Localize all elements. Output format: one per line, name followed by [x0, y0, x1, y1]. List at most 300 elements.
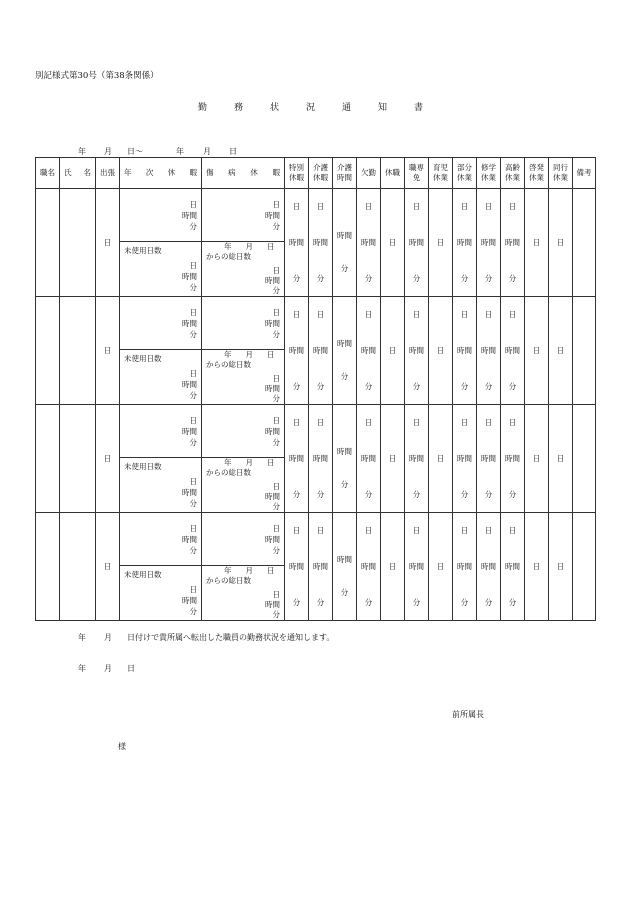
unit-minute: 分 — [508, 489, 517, 499]
unit-hour: 時間 — [481, 345, 496, 355]
unit-day: 日 — [292, 526, 301, 536]
annual-leave-used-cell[interactable] — [120, 405, 202, 458]
elderly-1: 高齢 — [505, 163, 520, 172]
partial-cell[interactable] — [453, 513, 477, 621]
since-year: 年 — [224, 566, 232, 575]
unit-day: 日 — [388, 562, 397, 571]
self-dev-cell[interactable] — [525, 405, 549, 513]
partial-cell[interactable] — [453, 297, 477, 405]
unit-minute: 分 — [272, 329, 280, 339]
unit-day: 日 — [292, 310, 301, 320]
unit-minute: 分 — [460, 489, 469, 499]
date-month: 月 — [104, 664, 112, 673]
name-cell[interactable] — [60, 513, 96, 621]
unit-minute: 分 — [460, 273, 469, 283]
unit-day: 日 — [316, 202, 325, 212]
header-leave-of-absence: 休職 — [381, 158, 405, 189]
unit-day: 日 — [272, 415, 280, 425]
partial-cell[interactable] — [453, 189, 477, 297]
sick-leave-used-cell[interactable] — [202, 189, 285, 242]
exemption-cell[interactable] — [405, 405, 429, 513]
unit-hour: 時間 — [182, 534, 197, 544]
header-special-leave — [285, 158, 309, 189]
record-row — [36, 405, 596, 458]
work-status-table — [35, 157, 596, 621]
sick-leave-total-cell[interactable] — [202, 566, 285, 621]
unit-hour: 時間 — [265, 276, 280, 285]
since-month: 月 — [245, 566, 253, 575]
unit-day: 日 — [103, 454, 112, 463]
unit-hour: 時間 — [361, 237, 376, 247]
unit-day: 日 — [484, 418, 493, 428]
care-time-cell[interactable] — [333, 297, 357, 405]
document-title: 勤 務 状 況 通 知 書 — [197, 103, 432, 113]
header-annual-leave — [120, 158, 202, 189]
unit-minute: 分 — [189, 221, 197, 231]
since-total-label: からの総日数 — [206, 252, 251, 261]
childcare-cell[interactable] — [429, 405, 453, 513]
care-leave-cell[interactable] — [309, 513, 333, 621]
name-cell[interactable] — [60, 405, 96, 513]
care-time-cell[interactable] — [333, 189, 357, 297]
childcare-cell[interactable] — [429, 513, 453, 621]
annual-leave-used-cell[interactable] — [120, 297, 202, 350]
annual-leave-unused-cell[interactable] — [120, 350, 202, 405]
annual-4: 暇 — [189, 168, 197, 177]
remarks-cell[interactable] — [573, 297, 596, 405]
header-partial — [453, 158, 477, 189]
unit-hour: 時間 — [313, 561, 328, 571]
unit-day: 日 — [460, 526, 469, 536]
unit-day: 日 — [508, 202, 517, 212]
period-day-2: 日 — [229, 147, 237, 156]
unit-minute: 分 — [316, 489, 325, 499]
unit-hour: 時間 — [409, 237, 424, 247]
unit-minute: 分 — [292, 381, 301, 391]
absence-cell[interactable] — [357, 297, 381, 405]
unit-minute: 分 — [508, 381, 517, 391]
study-cell[interactable] — [477, 297, 501, 405]
sick-leave-total-cell[interactable] — [202, 350, 285, 405]
unit-day: 日 — [532, 562, 541, 571]
unit-day: 日 — [412, 526, 421, 536]
special-1: 特別 — [289, 163, 304, 172]
unit-day: 日 — [412, 418, 421, 428]
special-leave-cell[interactable] — [285, 405, 309, 513]
form-id: 別記様式第30号（第38条関係） — [35, 71, 159, 81]
unit-minute: 分 — [364, 489, 373, 499]
unit-day: 日 — [532, 346, 541, 355]
leave-of-absence-cell[interactable] — [381, 297, 405, 405]
elderly-cell[interactable] — [501, 297, 525, 405]
since-day: 日 — [267, 566, 275, 575]
unit-minute: 分 — [484, 489, 493, 499]
since-total-label: からの総日数 — [206, 576, 251, 585]
unit-day: 日 — [388, 238, 397, 247]
unit-minute: 分 — [316, 381, 325, 391]
unit-minute: 分 — [272, 394, 280, 403]
annual-leave-unused-cell[interactable] — [120, 242, 202, 297]
sender-title: 前所属長 — [452, 710, 484, 719]
special-2: 休暇 — [289, 173, 304, 182]
period-year-2: 年 — [176, 147, 184, 156]
unit-minute: 分 — [316, 273, 325, 283]
unit-day: 日 — [388, 454, 397, 463]
unit-minute: 分 — [508, 597, 517, 607]
special-leave-cell[interactable] — [285, 189, 309, 297]
unit-minute: 分 — [189, 391, 197, 400]
header-sick-leave — [202, 158, 285, 189]
since-year: 年 — [224, 458, 232, 467]
unit-day: 日 — [272, 482, 280, 491]
partial-cell[interactable] — [453, 405, 477, 513]
date-year: 年 — [78, 664, 86, 673]
unit-hour: 時間 — [289, 561, 304, 571]
header-remarks: 備考 — [573, 158, 596, 189]
sick-4: 暇 — [272, 168, 280, 177]
sick-leave-total-cell[interactable] — [202, 242, 285, 297]
care-leave-cell[interactable] — [309, 189, 333, 297]
unit-day: 日 — [556, 454, 565, 463]
annual-2: 次 — [145, 168, 154, 177]
unit-hour: 時間 — [182, 488, 197, 497]
header-name — [60, 158, 96, 189]
unit-hour: 時間 — [409, 345, 424, 355]
elderly-2: 休業 — [505, 173, 520, 182]
period-day-1: 日〜 — [127, 147, 143, 156]
accompany-cell[interactable] — [549, 297, 573, 405]
elderly-cell[interactable] — [501, 513, 525, 621]
unit-day: 日 — [103, 238, 112, 247]
sick-leave-used-cell[interactable] — [202, 297, 285, 350]
unit-day: 日 — [364, 418, 373, 428]
unit-day: 日 — [189, 523, 197, 533]
remarks-cell[interactable] — [573, 513, 596, 621]
since-month: 月 — [245, 458, 253, 467]
unit-day: 日 — [484, 310, 493, 320]
unit-day: 日 — [556, 346, 565, 355]
unit-day: 日 — [364, 202, 373, 212]
unit-minute: 分 — [189, 283, 197, 292]
care-time-cell[interactable] — [333, 513, 357, 621]
sick-leave-total-cell[interactable] — [202, 458, 285, 513]
accompany-2: 休業 — [553, 173, 568, 182]
absence-cell[interactable] — [357, 405, 381, 513]
addressee-suffix: 様 — [118, 742, 126, 751]
post-cell[interactable] — [36, 189, 60, 297]
notice-year: 年 — [78, 633, 86, 642]
childcare-cell[interactable] — [429, 297, 453, 405]
unit-hour: 時間 — [457, 345, 472, 355]
unit-hour: 時間 — [457, 237, 472, 247]
business-trip-cell[interactable] — [96, 405, 120, 513]
period-month-2: 月 — [203, 147, 211, 156]
unit-minute: 分 — [272, 610, 280, 619]
childcare-1: 育児 — [433, 163, 448, 172]
unit-hour: 時間 — [409, 453, 424, 463]
unit-day: 日 — [189, 307, 197, 317]
since-day: 日 — [267, 350, 275, 359]
header-name-2: 名 — [83, 168, 91, 177]
unit-minute: 分 — [508, 273, 517, 283]
header-accompany — [549, 158, 573, 189]
leave-of-absence-cell[interactable] — [381, 405, 405, 513]
annual-leave-used-cell[interactable] — [120, 189, 202, 242]
header-study — [477, 158, 501, 189]
unit-minute: 分 — [412, 273, 421, 283]
unit-day: 日 — [532, 454, 541, 463]
unit-hour: 時間 — [265, 384, 280, 393]
header-care-leave — [309, 158, 333, 189]
since-month: 月 — [245, 350, 253, 359]
absence-cell[interactable] — [357, 189, 381, 297]
unit-minute: 分 — [292, 597, 301, 607]
remarks-cell[interactable] — [573, 189, 596, 297]
unit-day: 日 — [508, 310, 517, 320]
unit-day: 日 — [436, 238, 445, 247]
self-dev-cell[interactable] — [525, 189, 549, 297]
unit-hour: 時間 — [457, 453, 472, 463]
elderly-cell[interactable] — [501, 189, 525, 297]
post-cell[interactable] — [36, 513, 60, 621]
unit-minute: 分 — [189, 499, 197, 508]
name-cell[interactable] — [60, 189, 96, 297]
study-1: 修学 — [481, 163, 496, 172]
post-cell[interactable] — [36, 297, 60, 405]
exemption-cell[interactable] — [405, 189, 429, 297]
unit-day: 日 — [189, 369, 197, 378]
unit-day: 日 — [508, 526, 517, 536]
accompany-1: 同行 — [553, 163, 568, 172]
since-day: 日 — [267, 242, 275, 251]
unit-hour: 時間 — [265, 426, 280, 436]
unit-day: 日 — [460, 202, 469, 212]
unit-day: 日 — [508, 418, 517, 428]
special-leave-cell[interactable] — [285, 297, 309, 405]
remarks-cell[interactable] — [573, 405, 596, 513]
unit-minute: 分 — [340, 587, 349, 597]
header-self-dev — [525, 158, 549, 189]
annual-leave-unused-cell[interactable] — [120, 566, 202, 621]
unit-day: 日 — [412, 202, 421, 212]
unit-day: 日 — [460, 418, 469, 428]
accompany-cell[interactable] — [549, 405, 573, 513]
business-trip-cell[interactable] — [96, 513, 120, 621]
unit-minute: 分 — [272, 545, 280, 555]
care-time-2: 時間 — [337, 173, 352, 182]
leave-of-absence-cell[interactable] — [381, 189, 405, 297]
unit-day: 日 — [388, 346, 397, 355]
unit-minute: 分 — [292, 489, 301, 499]
date-day: 日 — [127, 664, 135, 673]
accompany-cell[interactable] — [549, 189, 573, 297]
self-dev-2: 休業 — [529, 173, 544, 182]
annual-leave-used-cell[interactable] — [120, 513, 202, 566]
unit-minute: 分 — [189, 329, 197, 339]
care-leave-cell[interactable] — [309, 297, 333, 405]
sick-1: 傷 — [206, 168, 214, 177]
business-trip-cell[interactable] — [96, 189, 120, 297]
unit-hour: 時間 — [361, 453, 376, 463]
unit-hour: 時間 — [505, 237, 520, 247]
partial-2: 休業 — [457, 173, 472, 182]
header-elderly — [501, 158, 525, 189]
self-dev-cell[interactable] — [525, 297, 549, 405]
care-time-1: 介護 — [337, 163, 352, 172]
sick-2: 病 — [228, 168, 236, 177]
self-dev-cell[interactable] — [525, 513, 549, 621]
unit-day: 日 — [316, 526, 325, 536]
unused-days-label: 未使用日数 — [124, 462, 162, 471]
unit-hour: 時間 — [265, 210, 280, 220]
name-cell[interactable] — [60, 297, 96, 405]
unit-day: 日 — [436, 562, 445, 571]
record-row — [36, 513, 596, 566]
unit-hour: 時間 — [457, 561, 472, 571]
unit-day: 日 — [556, 562, 565, 571]
since-day: 日 — [267, 458, 275, 467]
unit-day: 日 — [556, 238, 565, 247]
unit-hour: 時間 — [182, 272, 197, 281]
since-year: 年 — [224, 350, 232, 359]
header-exemption — [405, 158, 429, 189]
exemption-2: 免 — [412, 173, 421, 182]
care-leave-1: 介護 — [313, 163, 328, 172]
unit-day: 日 — [292, 418, 301, 428]
unit-hour: 時間 — [182, 318, 197, 328]
business-trip-cell[interactable] — [96, 297, 120, 405]
unit-day: 日 — [316, 310, 325, 320]
unit-hour: 時間 — [505, 453, 520, 463]
header-absence: 欠勤 — [357, 158, 381, 189]
exemption-cell[interactable] — [405, 297, 429, 405]
unit-hour: 時間 — [481, 561, 496, 571]
unit-day: 日 — [316, 418, 325, 428]
unit-day: 日 — [272, 374, 280, 383]
unit-hour: 時間 — [313, 237, 328, 247]
post-cell[interactable] — [36, 405, 60, 513]
since-year: 年 — [224, 242, 232, 251]
unit-hour: 時間 — [337, 446, 352, 456]
unit-day: 日 — [189, 477, 197, 486]
unit-minute: 分 — [412, 597, 421, 607]
unit-day: 日 — [532, 238, 541, 247]
since-total-label: からの総日数 — [206, 360, 251, 369]
annual-3: 休 — [167, 168, 176, 177]
unit-day: 日 — [272, 307, 280, 317]
unit-minute: 分 — [460, 381, 469, 391]
unit-day: 日 — [436, 346, 445, 355]
unit-minute: 分 — [364, 381, 373, 391]
unit-day: 日 — [460, 310, 469, 320]
unit-minute: 分 — [272, 286, 280, 295]
unit-day: 日 — [272, 590, 280, 599]
exemption-cell[interactable] — [405, 513, 429, 621]
header-post: 職名 — [36, 158, 60, 189]
elderly-cell[interactable] — [501, 405, 525, 513]
unit-day: 日 — [272, 199, 280, 209]
unit-hour: 時間 — [481, 453, 496, 463]
partial-1: 部分 — [457, 163, 472, 172]
unit-hour: 時間 — [265, 492, 280, 501]
notice-text: 日付けで貴所属へ転出した職員の勤務状況を通知します。 — [127, 633, 335, 642]
unit-hour: 時間 — [289, 345, 304, 355]
unit-minute: 分 — [484, 381, 493, 391]
unit-minute: 分 — [340, 263, 349, 273]
unused-days-label: 未使用日数 — [124, 246, 162, 255]
unit-hour: 時間 — [313, 453, 328, 463]
unit-day: 日 — [292, 202, 301, 212]
unit-minute: 分 — [189, 437, 197, 447]
notice-month: 月 — [104, 633, 112, 642]
care-time-cell[interactable] — [333, 405, 357, 513]
unit-hour: 時間 — [265, 534, 280, 544]
unit-day: 日 — [484, 526, 493, 536]
unit-hour: 時間 — [182, 426, 197, 436]
unit-hour: 時間 — [337, 230, 352, 240]
study-cell[interactable] — [477, 513, 501, 621]
unit-hour: 時間 — [265, 600, 280, 609]
unit-day: 日 — [436, 454, 445, 463]
unit-hour: 時間 — [337, 338, 352, 348]
accompany-cell[interactable] — [549, 513, 573, 621]
care-leave-cell[interactable] — [309, 405, 333, 513]
header-name-1: 氏 — [64, 168, 72, 177]
childcare-cell[interactable] — [429, 189, 453, 297]
unit-day: 日 — [189, 585, 197, 594]
header-childcare — [429, 158, 453, 189]
absence-cell[interactable] — [357, 513, 381, 621]
unused-days-label: 未使用日数 — [124, 570, 162, 579]
sick-leave-used-cell[interactable] — [202, 513, 285, 566]
unit-minute: 分 — [272, 502, 280, 511]
sick-3: 休 — [250, 168, 258, 177]
unit-minute: 分 — [460, 597, 469, 607]
annual-leave-unused-cell[interactable] — [120, 458, 202, 513]
unit-hour: 時間 — [361, 561, 376, 571]
unit-day: 日 — [103, 562, 112, 571]
period-year-1: 年 — [78, 147, 86, 156]
unit-hour: 時間 — [265, 318, 280, 328]
unit-minute: 分 — [412, 489, 421, 499]
sick-leave-used-cell[interactable] — [202, 405, 285, 458]
annual-1: 年 — [124, 168, 132, 177]
unit-hour: 時間 — [182, 210, 197, 220]
unit-hour: 時間 — [481, 237, 496, 247]
study-2: 休業 — [481, 173, 496, 182]
unit-day: 日 — [189, 261, 197, 270]
leave-of-absence-cell[interactable] — [381, 513, 405, 621]
exemption-1: 職専 — [409, 163, 424, 172]
header-business-trip: 出張 — [96, 158, 120, 189]
unit-minute: 分 — [189, 607, 197, 616]
study-cell[interactable] — [477, 405, 501, 513]
unit-hour: 時間 — [409, 561, 424, 571]
unit-hour: 時間 — [182, 380, 197, 389]
since-month: 月 — [245, 242, 253, 251]
unit-day: 日 — [103, 346, 112, 355]
unit-minute: 分 — [272, 437, 280, 447]
unit-minute: 分 — [484, 273, 493, 283]
care-leave-2: 休暇 — [313, 173, 328, 182]
study-cell[interactable] — [477, 189, 501, 297]
unit-hour: 時間 — [289, 453, 304, 463]
unit-day: 日 — [272, 266, 280, 275]
unit-day: 日 — [272, 523, 280, 533]
special-leave-cell[interactable] — [285, 513, 309, 621]
unit-hour: 時間 — [505, 561, 520, 571]
unit-minute: 分 — [340, 371, 349, 381]
